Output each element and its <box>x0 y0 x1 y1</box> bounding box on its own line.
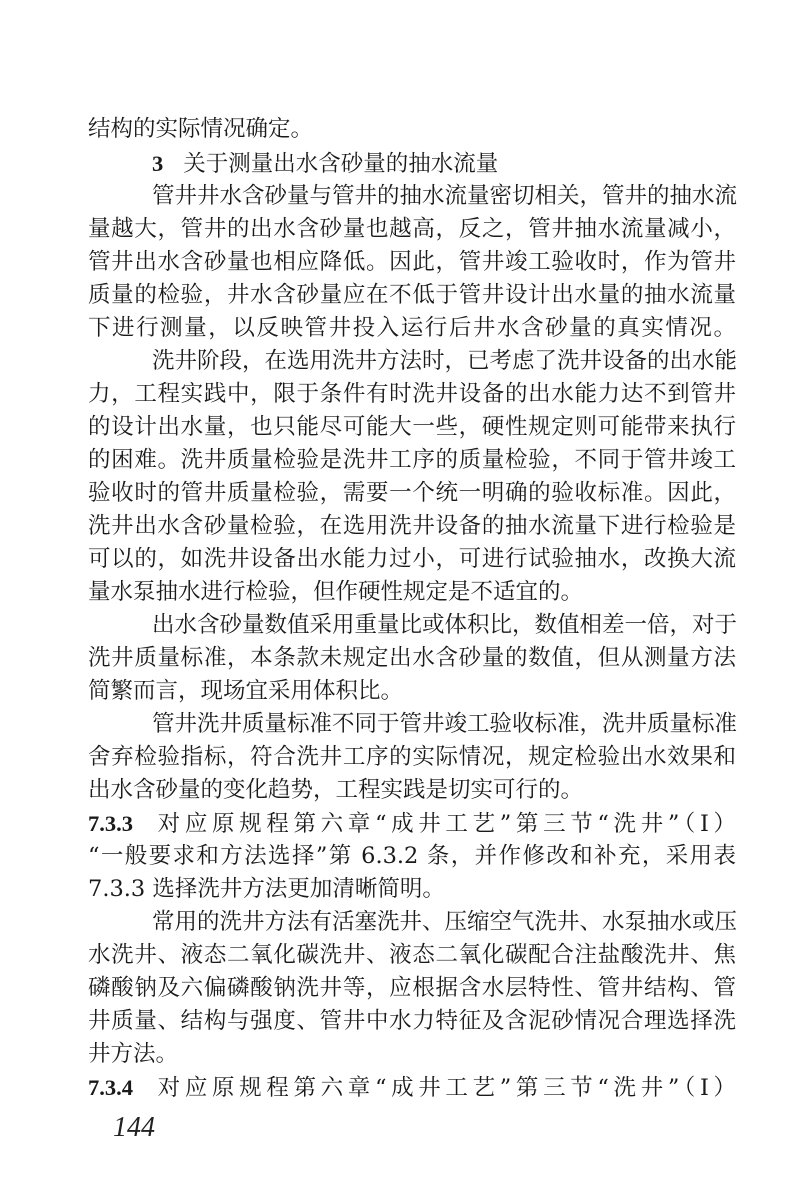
line-text: 舍弃检验指标，符合洗井工序的实际情况，规定检验出水效果和 <box>88 744 736 771</box>
line-text: 管井井水含砂量与管井的抽水流量密切相关，管井的抽水流 <box>152 182 738 209</box>
text-line <box>88 246 736 279</box>
line-text: 井方法。 <box>88 1041 179 1068</box>
text-line <box>88 1038 736 1071</box>
text-line <box>88 411 736 444</box>
line-text: 出水含砂量的变化趋势，工程实践是切实可行的。 <box>88 777 584 804</box>
line-text: 力，工程实践中，限于条件有时洗井设备的出水能力达不到管井 <box>88 380 736 407</box>
text-line <box>88 180 736 213</box>
line-text: 常用的洗井方法有活塞洗井、压缩空气洗井、水泵抽水或压 <box>152 909 738 936</box>
line-text: 水洗井、液态二氧化碳洗井、液态二氧化碳配合注盐酸洗井、焦 <box>88 942 736 969</box>
text-line <box>88 1071 736 1104</box>
line-text: 结构的实际情况确定。 <box>88 116 314 143</box>
text-line <box>88 444 736 477</box>
text-line <box>88 972 736 1005</box>
text-line <box>88 1005 736 1038</box>
text-line <box>88 873 736 906</box>
text-line <box>88 147 736 180</box>
line-text: 下进行测量，以反映管井投入运行后井水含砂量的真实情况。 <box>88 314 736 341</box>
text-line <box>88 675 736 708</box>
text-line <box>88 576 736 609</box>
line-text: 洗井出水含砂量检验，在选用洗井设备的抽水流量下进行检验是 <box>88 512 736 539</box>
line-text: 关于测量出水含砂量的抽水流量 <box>183 150 499 177</box>
text-line <box>88 609 736 642</box>
text-line <box>88 113 736 146</box>
text-line <box>88 807 736 840</box>
line-text: 洗井阶段，在选用洗井方法时，已考虑了洗井设备的出水能 <box>152 347 738 374</box>
text-line <box>88 279 736 312</box>
text-line <box>88 774 736 807</box>
section-number: 7.3.4 <box>88 1075 133 1101</box>
line-text: 对应原规程第六章“成井工艺”第三节“洗井”（Ⅰ） <box>153 811 736 838</box>
text-line <box>88 840 736 873</box>
line-text: 洗井质量标准，本条款未规定出水含砂量的数值，但从测量方法 <box>88 644 736 671</box>
text-line <box>88 345 736 378</box>
text-line <box>88 378 736 411</box>
line-text: 对应原规程第六章“成井工艺”第三节“洗井”（Ⅰ） <box>153 1075 736 1102</box>
text-line <box>88 477 736 510</box>
section-number: 3 <box>152 150 164 176</box>
text-line <box>88 708 736 741</box>
text-line <box>88 939 736 972</box>
line-text: 量水泵抽水进行检验，但作硬性规定是不适宜的。 <box>88 578 584 605</box>
line-text: 管井洗井质量标准不同于管井竣工验收标准，洗井质量标准 <box>152 711 738 738</box>
text-line <box>88 543 736 576</box>
line-text: 管井出水含砂量也相应降低。因此，管井竣工验收时，作为管井 <box>88 248 736 275</box>
text-line <box>88 741 736 774</box>
text-line <box>88 642 736 675</box>
line-text: 7.3.3 选择洗井方法更加清晰简明。 <box>88 876 445 903</box>
line-text: 量越大，管井的出水含砂量也越高，反之，管井抽水流量减小， <box>88 215 736 242</box>
text-line <box>88 312 736 345</box>
text-line <box>88 213 736 246</box>
page-number: 144 <box>113 1112 155 1143</box>
text-line <box>88 510 736 543</box>
line-text: 质量的检验，井水含砂量应在不低于管井设计出水量的抽水流量 <box>88 281 736 308</box>
line-text: 验收时的管井质量检验，需要一个统一明确的验收标准。因此， <box>88 479 736 506</box>
text-line <box>88 906 736 939</box>
document-body <box>88 113 736 1104</box>
line-text: 的困难。洗井质量检验是洗井工序的质量检验，不同于管井竣工 <box>88 446 736 473</box>
line-text: 可以的，如洗井设备出水能力过小，可进行试验抽水，改换大流 <box>88 545 736 572</box>
line-text: 井质量、结构与强度、管井中水力特征及含泥砂情况合理选择洗 <box>88 1008 736 1035</box>
section-number: 7.3.3 <box>88 811 133 837</box>
line-text: 出水含砂量数值采用重量比或体积比，数值相差一倍，对于 <box>152 611 738 638</box>
line-text: 磷酸钠及六偏磷酸钠洗井等，应根据含水层特性、管井结构、管 <box>88 975 736 1002</box>
line-text: 简繁而言，现场宜采用体积比。 <box>88 678 404 704</box>
line-text: 的设计出水量，也只能尽可能大一些，硬性规定则可能带来执行 <box>88 413 736 440</box>
line-text: “一般要求和方法选择”第 6.3.2 条，并作修改和补充，采用表 <box>88 843 736 870</box>
